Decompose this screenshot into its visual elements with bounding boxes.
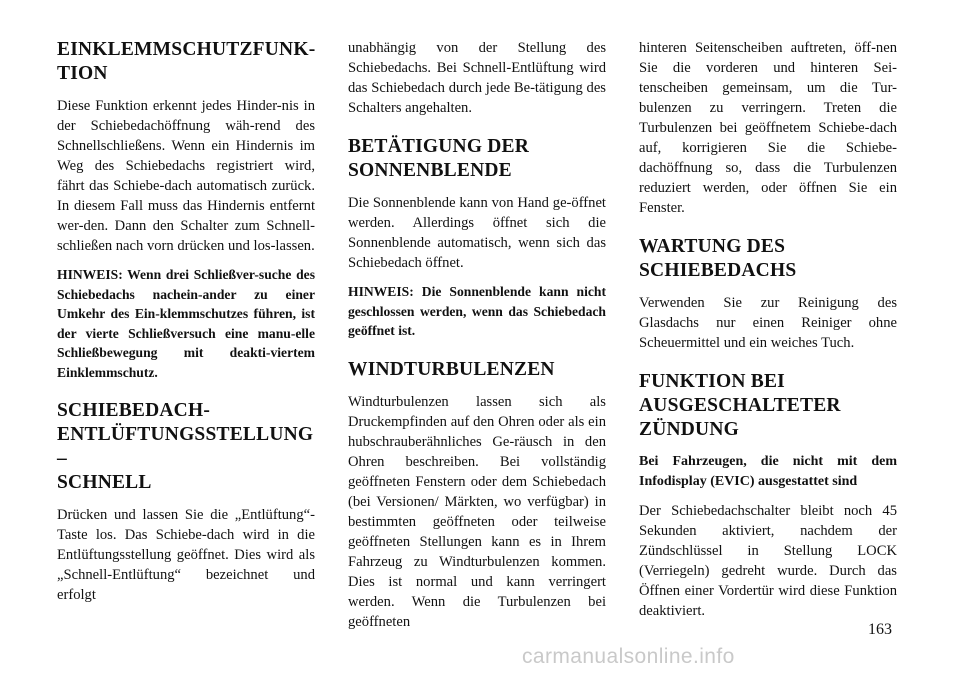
heading-windturbulenzen: WINDTURBULENZEN [348,358,555,380]
note-sonnenblende: HINWEIS: Die Sonnenblende kann nicht geschlossen werden, wenn das Schiebedach geöffnet ist. [348,284,606,338]
paragraph-wartung: Verwenden Sie zur Reinigung des Glasdachs nur einen Reiniger ohne Scheuermittel und ein weiches Tuch. [639,295,897,351]
column-middle [348,38,606,641]
watermark: carmanualsonline.info [522,645,735,668]
paragraph-windturbulenzen-cont: hinteren Seitenscheiben auftreten, öff-nen Sie die vorderen und hinteren Sei-tenscheiben gemeinsam, um die Tur-bulenzen zu verringern. Treten die Turbulenzen bei geöffnetem Schiebe-dach auf, korrigieren Sie die Schiebe-dachöffnung so, dass die Turbulenzen reduziert werden, oder öffnen Sie ein Fenster. [639,40,897,216]
heading-wartung: WARTUNG DES SCHIEBEDACHS [639,236,797,281]
page-number: 163 [868,621,892,638]
heading-sonnenblende: BETÄTIGUNG DER SONNENBLENDE [348,136,530,181]
paragraph-sonnenblende: Die Sonnenblende kann von Hand ge-öffnet werden. Allerdings öffnet sich die Sonnenblende automatisch, wenn sich das Schiebedach öffnet. [348,195,606,271]
paragraph-windturbulenzen: Windturbulenzen lassen sich als Druckempfinden auf den Ohren oder als ein hubschrauberähnliches Ge-räusch in den Ohren beschreiben. Bei vollständig geöffneten Fenstern oder dem Schiebedach (bei Versionen/ Märkten, wo verfügbar) in bestimmten geöffneten oder teilweise geöffneten Stellungen kann es in Ihrem Fahrzeug zu Windturbulenzen kommen. Dies ist normal und kann verringert werden. Wenn die Turbulenzen bei geöffneten [348,393,606,630]
note-einklemmschutz: HINWEIS: Wenn drei Schließver-suche des Schiebedachs nachein-ander zu einer Umkehr des Ein-klemmschutzes führen, ist der vierte Schließversuch eine manu-elle Schließbewegung mit deakti-viertem Einklemmschutz. [57,267,315,380]
paragraph-funktion-zuendung: Der Schiebedachschalter bleibt noch 45 Sekunden aktiviert, nachdem der Zündschlüssel in Stellung LOCK (Verriegeln) gedreht wurde. Durch das Öffnen einer Vordertür wird diese Funktion deaktiviert. [639,503,897,619]
heading-schiebedach-entlueftung: SCHIEBEDACH- ENTLÜFTUNGSSTELLUNG – SCHNELL [57,400,314,493]
column-left [57,38,315,614]
column-right [639,38,897,630]
subheading-funktion-zuendung: Bei Fahrzeugen, die nicht mit dem Infodisplay (EVIC) ausgestattet sind [639,454,897,489]
paragraph-schiebedach-entlueftung-cont: unabhängig von der Stellung des Schiebedachs. Bei Schnell-Entlüftung wird das Schiebedach durch jede Be-tätigung des Schalters angehalten. [348,40,606,116]
heading-funktion-zuendung: FUNKTION BEI AUSGESCHALTETER ZÜNDUNG [639,371,841,440]
paragraph-schiebedach-entlueftung: Drücken und lassen Sie die „Entlüftung“-Taste los. Das Schiebe-dach wird in die Entlüftungsstellung geöffnet. Dies wird als „Schnell-Entlüftung“ bezeichnet und erfolgt [57,507,315,603]
paragraph-einklemmschutz: Diese Funktion erkennt jedes Hinder-nis in der Schiebedachöffnung wäh-rend des Schnellschließens. Wenn ein Hindernis im Weg des Schiebedachs registriert wird, fährt das Schiebe-dach automatisch zurück. In diesem Fall muss das Hindernis entfernt wer-den. Dann den Schalter zum Schnell-schließen nach vorn drücken und los-lassen. [57,98,315,254]
heading-einklemmschutz: EINKLEMMSCHUTZFUNK- TION [57,39,316,84]
